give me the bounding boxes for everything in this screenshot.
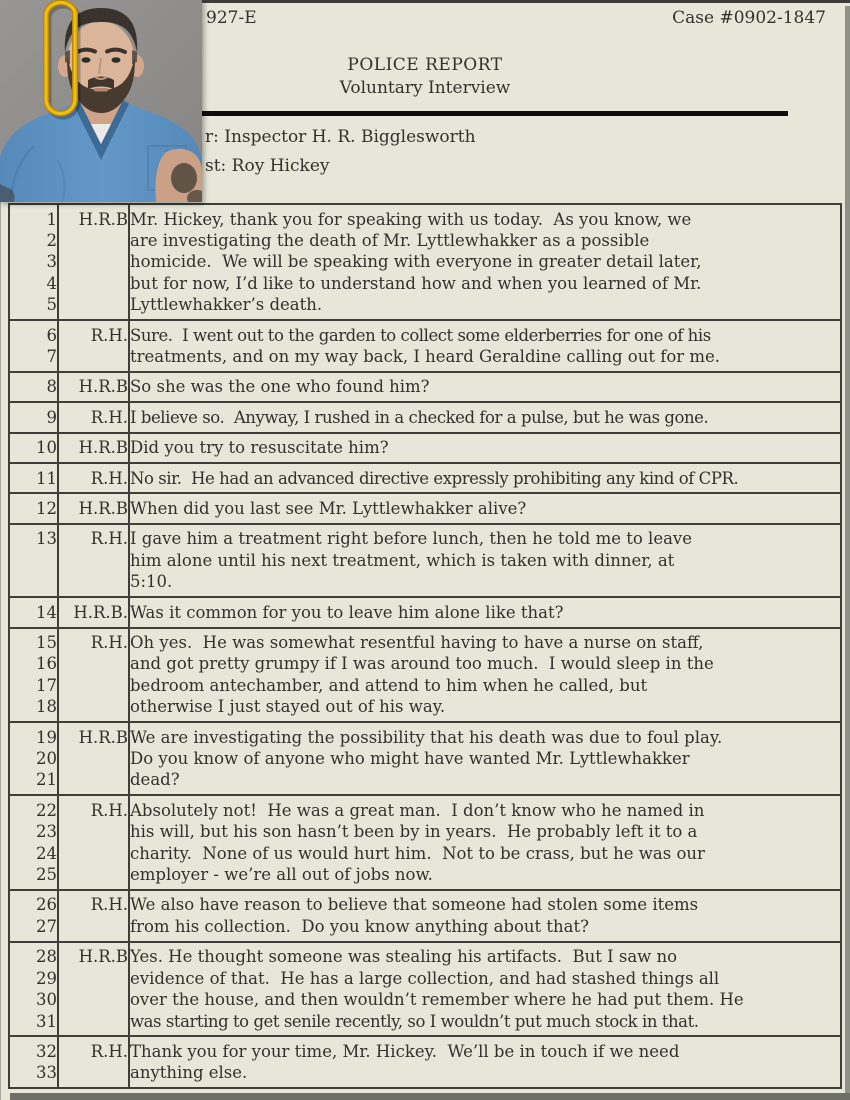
transcript-line: 10: [36, 438, 57, 458]
transcript-line: We also have reason to believe that someone had stolen some items: [130, 895, 699, 915]
transcript-line: him alone until his next treatment, which is taken with dinner, at: [130, 550, 675, 570]
transcript-line: Mr. Hickey, thank you for speaking with us today. As you know, we: [130, 209, 692, 229]
line-numbers-cell: [9, 463, 58, 493]
transcript-line: over the house, and then wouldn’t remember where he had put them. He: [130, 990, 744, 1010]
transcript-line: 3: [46, 252, 57, 272]
transcript-line: 20: [36, 749, 57, 769]
transcript-line: charity. None of us would hurt him. Not to be crass, but he was our: [130, 843, 705, 863]
transcript-line: H.R.B: [78, 209, 128, 229]
transcript-line: Lyttlewhakker’s death.: [130, 295, 323, 315]
transcript-row: [9, 433, 841, 463]
dialogue-cell: [129, 942, 841, 1037]
line-numbers-cell: [9, 628, 58, 723]
transcript-line: otherwise I just stayed out of his way.: [130, 697, 446, 717]
transcript-line: Absolutely not! He was a great man. I don’t know who he named in: [130, 800, 705, 820]
transcript-line: Oh yes. He was somewhat resentful having to have a nurse on staff,: [130, 633, 704, 652]
dialogue-cell: [129, 402, 841, 432]
transcript-row: [9, 722, 841, 795]
transcript-row: [9, 1036, 841, 1088]
line-numbers-cell: [9, 433, 58, 463]
transcript-line: R.H.: [90, 325, 128, 345]
transcript-line: Did you try to resuscitate him?: [130, 438, 389, 458]
transcript-line: R.H.: [90, 895, 128, 915]
transcript-row: [9, 402, 841, 432]
portrait-of-man-in-scrubs: [0, 0, 202, 202]
line-numbers-cell: [9, 722, 58, 795]
dialogue-cell: [129, 795, 841, 890]
attached-photo: [0, 0, 202, 202]
transcript-line: are investigating the death of Mr. Lyttlewhakker as a possible: [130, 230, 650, 250]
transcript-line: Yes. He thought someone was stealing his artifacts. But I saw no: [130, 947, 678, 967]
line-numbers-cell: [9, 320, 58, 372]
transcript-row: [9, 372, 841, 402]
page-edge-shadow-bottom: [10, 1093, 850, 1100]
transcript-line: 31: [36, 1011, 57, 1031]
transcript-row: [9, 204, 841, 320]
transcript-line: H.R.B: [78, 438, 128, 458]
transcript-row: [9, 942, 841, 1037]
speaker-cell: [58, 628, 129, 723]
dialogue-cell: [129, 1036, 841, 1088]
transcript-row: [9, 890, 841, 942]
transcript-line: So she was the one who found him?: [130, 377, 430, 397]
transcript-line: 7: [46, 346, 57, 366]
transcript-row: [9, 320, 841, 372]
transcript-line: 24: [36, 843, 57, 863]
transcript-line: R.H.: [90, 529, 128, 549]
transcript-line: R.H.: [90, 1041, 128, 1061]
line-numbers-cell: [9, 204, 58, 320]
speaker-cell: [58, 493, 129, 523]
line-numbers-cell: [9, 942, 58, 1037]
transcript-line: 2: [46, 230, 57, 250]
transcript-line: and got pretty grumpy if I was around too much. I would sleep in the: [130, 654, 714, 674]
transcript-line: H.R.B: [78, 727, 128, 747]
transcript-line: I gave him a treatment right before lunch, then he told me to leave: [130, 529, 693, 549]
transcript-line: 1: [46, 209, 57, 229]
transcript-table: [8, 203, 842, 1089]
transcript-line: 15: [36, 633, 57, 652]
line-numbers-cell: [9, 795, 58, 890]
dialogue-cell: [129, 320, 841, 372]
transcript-line: 13: [36, 529, 57, 549]
speaker-cell: [58, 890, 129, 942]
line-numbers-cell: [9, 524, 58, 597]
speaker-cell: [58, 463, 129, 493]
transcript-line: 8: [46, 377, 57, 397]
transcript-line: homicide. We will be speaking with everyone in greater detail later,: [130, 252, 702, 272]
transcript-line: R.H.: [90, 800, 128, 820]
case-number: Case #0902-1847: [672, 8, 826, 28]
document-title: POLICE REPORT: [347, 55, 503, 75]
dialogue-cell: [129, 890, 841, 942]
line-numbers-cell: [9, 1036, 58, 1088]
transcript-line: 23: [36, 822, 57, 842]
dialogue-cell: [129, 493, 841, 523]
speaker-cell: [58, 524, 129, 597]
transcript-row: [9, 463, 841, 493]
line-numbers-cell: [9, 402, 58, 432]
speaker-cell: [58, 942, 129, 1037]
transcript-line: 29: [36, 968, 57, 988]
speaker-cell: [58, 402, 129, 432]
transcript-line: 19: [36, 727, 57, 747]
dialogue-cell: [129, 372, 841, 402]
transcript-line: Sure. I went out to the garden to collect some elderberries for one of his: [130, 325, 711, 345]
transcript-row: [9, 597, 841, 627]
transcript-line: his will, but his son hasn’t been by in years. He probably left it to a: [130, 822, 698, 842]
speaker-cell: [58, 372, 129, 402]
line-numbers-cell: [9, 493, 58, 523]
transcript-row: [9, 524, 841, 597]
speaker-cell: [58, 320, 129, 372]
transcript-line: evidence of that. He has a large collection, and had stashed things all: [130, 968, 720, 988]
document-subtitle: Voluntary Interview: [339, 78, 511, 98]
transcript-line: 12: [36, 498, 57, 518]
form-number: 927-E: [206, 8, 257, 28]
speaker-cell: [58, 1036, 129, 1088]
transcript-row: [9, 795, 841, 890]
speaker-cell: [58, 795, 129, 890]
transcript-line: R.H.: [90, 468, 128, 488]
dialogue-cell: [129, 463, 841, 493]
transcript-line: treatments, and on my way back, I heard Geraldine calling out for me.: [130, 346, 721, 366]
transcript-line: 33: [36, 1063, 57, 1083]
dialogue-cell: [129, 722, 841, 795]
line-numbers-cell: [9, 890, 58, 942]
transcript-line: 14: [36, 602, 57, 622]
transcript-line: 26: [36, 895, 57, 915]
transcript-line: 22: [36, 800, 57, 820]
transcript-line: dead?: [130, 770, 180, 790]
transcript-line: I believe so. Anyway, I rushed in a checked for a pulse, but he was gone.: [130, 407, 709, 427]
transcript-line: 6: [46, 325, 57, 345]
transcript-line: When did you last see Mr. Lyttlewhakker alive?: [130, 498, 527, 518]
transcript-line: was starting to get senile recently, so I wouldn’t put much stock in that.: [130, 1011, 699, 1031]
transcript-line: 28: [36, 947, 57, 967]
speaker-cell: [58, 204, 129, 320]
line-numbers-cell: [9, 597, 58, 627]
transcript-line: 9: [46, 407, 57, 427]
transcript-line: We are investigating the possibility that his death was due to foul play.: [130, 727, 723, 747]
dialogue-cell: [129, 204, 841, 320]
dialogue-cell: [129, 628, 841, 723]
transcript-line: bedroom antechamber, and attend to him when he called, but: [130, 675, 648, 695]
speaker-cell: [58, 722, 129, 795]
transcript-line: 30: [36, 990, 57, 1010]
transcript-line: H.R.B.: [73, 602, 128, 622]
interviewee-line: st: Roy Hickey: [205, 156, 330, 176]
dialogue-cell: [129, 433, 841, 463]
transcript-line: but for now, I’d like to understand how and when you learned of Mr.: [130, 273, 702, 293]
transcript-row: [9, 628, 841, 723]
transcript-line: 21: [36, 770, 57, 790]
dialogue-cell: [129, 524, 841, 597]
transcript-line: employer - we’re all out of jobs now.: [130, 865, 433, 885]
transcript-line: anything else.: [130, 1063, 248, 1083]
transcript-line: from his collection. Do you know anything about that?: [130, 916, 589, 936]
transcript-line: 32: [36, 1041, 57, 1061]
transcript-line: H.R.B: [78, 498, 128, 518]
dialogue-cell: [129, 597, 841, 627]
speaker-cell: [58, 433, 129, 463]
transcript-line: H.R.B: [78, 377, 128, 397]
transcript-line: 27: [36, 916, 57, 936]
transcript-line: No sir. He had an advanced directive expressly prohibiting any kind of CPR.: [130, 468, 739, 488]
transcript-line: R.H.: [90, 407, 128, 427]
transcript-line: 18: [36, 697, 57, 717]
interviewer-line: r: Inspector H. R. Bigglesworth: [205, 127, 476, 147]
transcript-line: 17: [36, 675, 57, 695]
transcript-line: 5:10.: [130, 572, 173, 592]
transcript-line: 4: [46, 273, 57, 293]
line-numbers-cell: [9, 372, 58, 402]
transcript-line: Do you know of anyone who might have wanted Mr. Lyttlewhakker: [130, 749, 690, 769]
page-edge-shadow-right: [845, 6, 850, 1100]
transcript-line: 25: [36, 865, 57, 885]
transcript-line: Thank you for your time, Mr. Hickey. We’ll be in touch if we need: [130, 1041, 680, 1061]
transcript-line: H.R.B: [78, 947, 128, 967]
transcript-line: 5: [46, 295, 57, 315]
transcript-line: 11: [36, 468, 57, 488]
transcript-line: R.H.: [90, 633, 128, 652]
transcript-row: [9, 493, 841, 523]
transcript-line: Was it common for you to leave him alone like that?: [130, 602, 564, 622]
transcript-line: 16: [36, 654, 57, 674]
speaker-cell: [58, 597, 129, 627]
